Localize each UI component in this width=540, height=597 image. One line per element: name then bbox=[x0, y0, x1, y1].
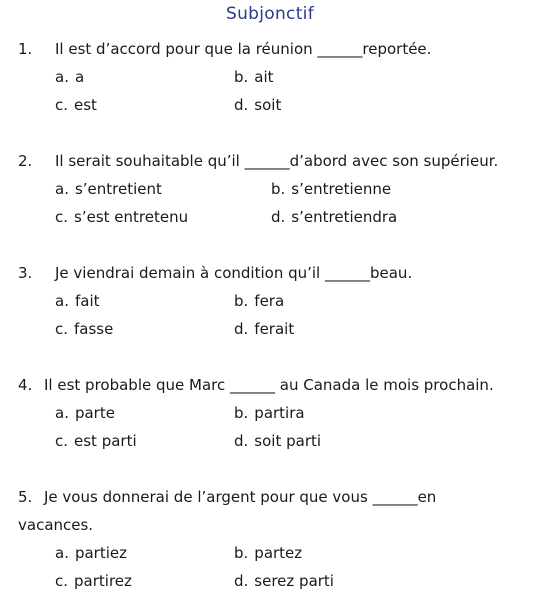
question-3-line bbox=[0, 262, 540, 284]
option-text: s’entretient bbox=[74, 180, 162, 198]
option-letter: a. bbox=[55, 544, 69, 562]
option-letter: d. bbox=[271, 208, 286, 226]
question-5-line bbox=[0, 486, 540, 508]
option-letter: b. bbox=[271, 180, 286, 198]
question-number: 5. bbox=[18, 488, 33, 506]
question-text: Il est probable que Marc ______ au Canada le mois prochain. bbox=[44, 376, 494, 394]
option-letter: c. bbox=[55, 96, 69, 114]
question-number: 1. bbox=[18, 40, 33, 58]
option-b[interactable] bbox=[234, 542, 302, 564]
option-text: est bbox=[74, 96, 97, 114]
option-d[interactable] bbox=[234, 430, 321, 452]
option-text: partez bbox=[254, 544, 303, 562]
option-letter: b. bbox=[234, 68, 249, 86]
option-text: s’entretiendra bbox=[291, 208, 398, 226]
option-letter: b. bbox=[234, 544, 249, 562]
option-text: soit parti bbox=[254, 432, 322, 450]
option-d[interactable] bbox=[271, 206, 397, 228]
option-d[interactable] bbox=[234, 318, 294, 340]
question-1-line bbox=[0, 38, 540, 60]
option-letter: d. bbox=[234, 96, 249, 114]
question-text: Il est d’accord pour que la réunion ______reportée. bbox=[55, 40, 432, 58]
option-text: partira bbox=[254, 404, 305, 422]
option-c[interactable] bbox=[55, 94, 97, 116]
option-a[interactable] bbox=[55, 178, 162, 200]
option-letter: a. bbox=[55, 404, 69, 422]
option-text: fait bbox=[74, 292, 100, 310]
option-text: a bbox=[74, 68, 85, 86]
option-letter: d. bbox=[234, 320, 249, 338]
question-5-continuation-line bbox=[0, 514, 540, 536]
question-text-continuation: vacances. bbox=[18, 516, 94, 534]
option-text: s’est entretenu bbox=[74, 208, 189, 226]
option-c[interactable] bbox=[55, 206, 188, 228]
option-letter: a. bbox=[55, 180, 69, 198]
option-b[interactable] bbox=[234, 290, 284, 312]
option-text: parte bbox=[74, 404, 115, 422]
option-a[interactable] bbox=[55, 402, 115, 424]
question-2-line bbox=[0, 150, 540, 172]
option-text: ait bbox=[254, 68, 274, 86]
option-text: fasse bbox=[74, 320, 114, 338]
option-c[interactable] bbox=[55, 570, 132, 592]
option-text: partiez bbox=[74, 544, 127, 562]
question-number: 4. bbox=[18, 376, 33, 394]
option-text: fera bbox=[254, 292, 285, 310]
option-text: soit bbox=[254, 96, 282, 114]
option-letter: a. bbox=[55, 292, 69, 310]
option-d[interactable] bbox=[234, 94, 281, 116]
question-number: 2. bbox=[18, 152, 33, 170]
option-text: serez parti bbox=[254, 572, 334, 590]
option-a[interactable] bbox=[55, 542, 127, 564]
option-a[interactable] bbox=[55, 66, 84, 88]
option-a[interactable] bbox=[55, 290, 100, 312]
option-letter: c. bbox=[55, 208, 69, 226]
option-text: partirez bbox=[74, 572, 132, 590]
option-text: s’entretienne bbox=[291, 180, 392, 198]
option-letter: c. bbox=[55, 572, 69, 590]
option-b[interactable] bbox=[234, 66, 274, 88]
option-d[interactable] bbox=[234, 570, 334, 592]
option-letter: a. bbox=[55, 68, 69, 86]
option-c[interactable] bbox=[55, 430, 137, 452]
question-text: Il serait souhaitable qu’il ______d’abord avec son supérieur. bbox=[55, 152, 499, 170]
question-text: Je vous donnerai de l’argent pour que vous ______en bbox=[44, 488, 437, 506]
option-letter: c. bbox=[55, 320, 69, 338]
option-text: est parti bbox=[74, 432, 137, 450]
option-letter: b. bbox=[234, 404, 249, 422]
option-letter: c. bbox=[55, 432, 69, 450]
option-letter: d. bbox=[234, 572, 249, 590]
option-b[interactable] bbox=[271, 178, 391, 200]
question-number: 3. bbox=[18, 264, 33, 282]
question-4-line bbox=[0, 374, 540, 396]
option-letter: b. bbox=[234, 292, 249, 310]
option-letter: d. bbox=[234, 432, 249, 450]
option-b[interactable] bbox=[234, 402, 305, 424]
question-text: Je viendrai demain à condition qu’il ______beau. bbox=[55, 264, 413, 282]
page-title: Subjonctif bbox=[226, 4, 314, 24]
option-text: ferait bbox=[254, 320, 295, 338]
option-c[interactable] bbox=[55, 318, 113, 340]
